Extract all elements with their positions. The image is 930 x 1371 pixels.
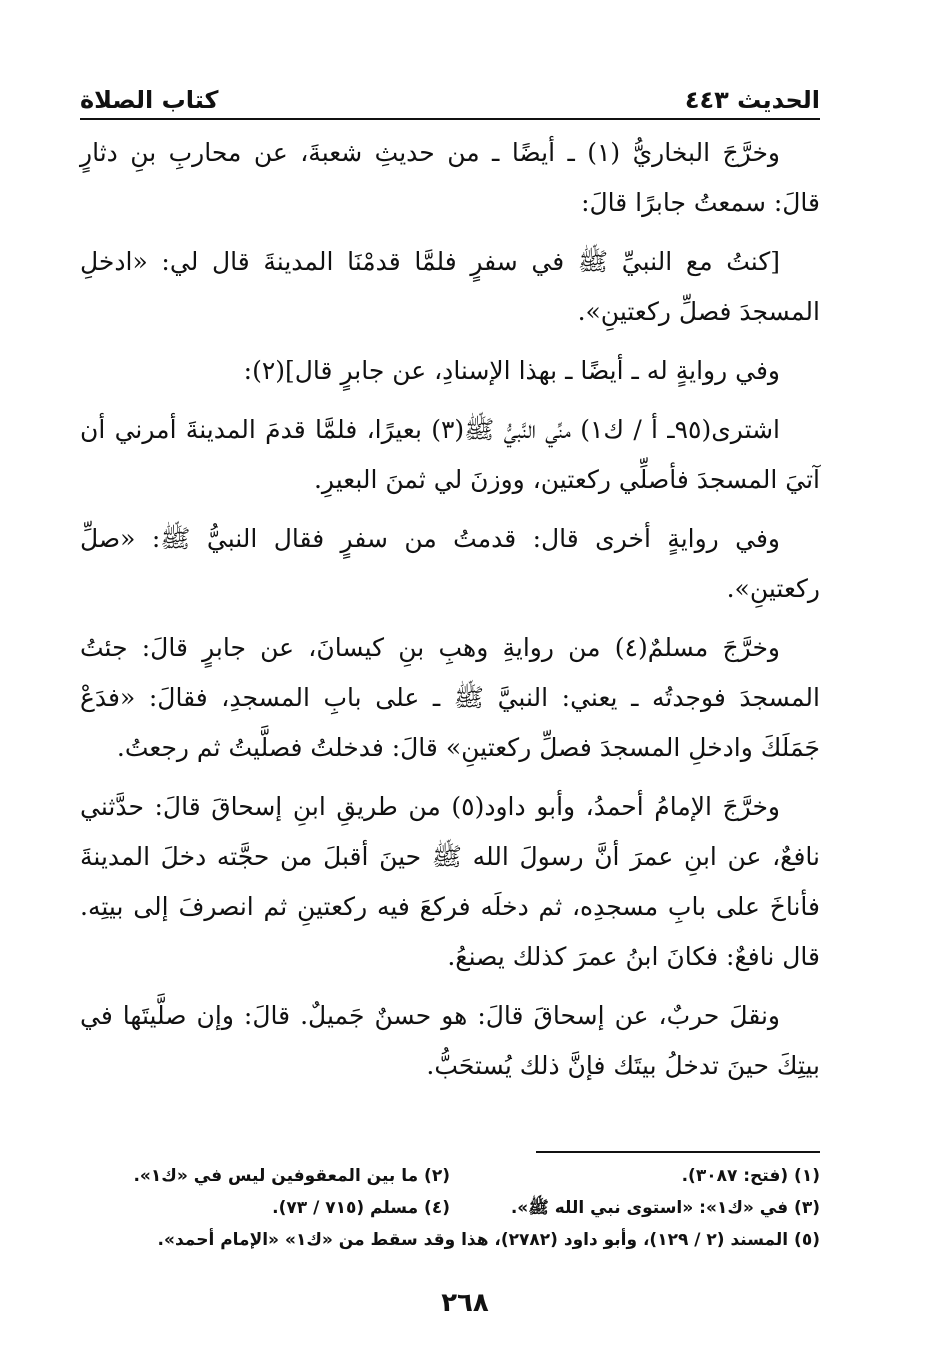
footnote-2: (٢) ما بين المعقوفين ليس في «ك١». — [133, 1166, 450, 1186]
footnote-5: (٥) المسند (٢ / ١٢٩)، وأبو داود (٢٧٨٢)، هذا وقد سقط من «ك١» «الإمام أحمد». — [157, 1230, 820, 1250]
footnote-1: (١) (فتح: ٣٠٨٧). — [681, 1166, 820, 1186]
paragraph: وخرَّجَ مسلمٌ(٤) من روايةِ وهبِ بنِ كيسانَ، عن جابرٍ قالَ: جئتُ المسجدَ فوجدتُه ـ يعني: النبيَّ ﷺ ـ على بابِ المسجدِ، فقالَ: «فدَعْ جَمَلَكَ وادخلِ المسجدَ فصلِّ ركعتينِ» قالَ: فدخلتُ فصلَّيتُ ثم رجعتُ. — [80, 633, 820, 762]
footnote-row — [80, 1192, 820, 1224]
paragraph: وفي روايةٍ له ـ أيضًا ـ بهذا الإسنادِ، عن جابرٍ قال](٢): — [243, 356, 780, 385]
paragraph: ونقلَ حربٌ، عن إسحاقَ قالَ: هو حسنٌ جَميلٌ. قالَ: وإن صلَّيتَها في بيتِكَ حينَ تدخلُ بيتَك فإنَّ ذلك يُستحَبُّ. — [80, 1001, 820, 1080]
running-header — [80, 74, 820, 114]
paragraph: وخرَّجَ الإمامُ أحمدُ، وأبو داود(٥) من طريقِ ابنِ إسحاقَ قالَ: حدَّثني نافعٌ، عن ابنِ عمرَ أنَّ رسولَ الله ﷺ حينَ أقبلَ من حجَّته دخلَ المدينةَ فأناخَ على بابِ مسجدِه، ثم دخلَه فركعَ فيه ركعتينِ ثم انصرفَ إلى بيتِه. قال نافعٌ: فكانَ ابنُ عمرَ كذلك يصنعُ. — [80, 792, 820, 971]
page-number: ٢٦٨ — [441, 1288, 489, 1318]
main-text — [80, 128, 820, 1100]
paragraph: وخرَّجَ البخاريُّ (١) ـ أيضًا ـ من حديثِ شعبةَ، عن محاربِ بنِ دثارٍ قالَ: سمعتُ جابرًا قالَ: — [80, 138, 820, 217]
footnote-row — [80, 1160, 820, 1192]
hadith-number: الحديث ٤٤٣ — [684, 86, 820, 114]
paragraph: اشترى(٩٥ـ أ / ك١) منِّي النَّبيُّ ﷺ(٣) بعيرًا، فلمَّا قدمَ المدينةَ أمرني أن آتيَ المسجدَ فأصلِّي ركعتين، ووزنَ لي ثمنَ البعيرِ. — [80, 415, 820, 494]
header-divider — [80, 118, 820, 120]
footnote-3: (٣) في «ك١»: «استوى نبي الله ﷺ». — [510, 1198, 820, 1218]
footnote-divider — [536, 1151, 820, 1153]
paragraph: وفي روايةٍ أخرى قال: قدمتُ من سفرٍ فقال النبيُّ ﷺ: «صلِّ ركعتينِ». — [80, 524, 820, 603]
footnotes — [80, 1160, 820, 1256]
book-title: كتاب الصلاة — [80, 86, 219, 114]
paragraph: [كنتُ مع النبيِّ ﷺ في سفرٍ فلمَّا قدمْنَا المدينةَ قال لي: «ادخلِ المسجدَ فصلِّ ركعتينِ». — [80, 247, 820, 326]
footnote-4: (٤) مسلم (٧١٥ / ٧٣). — [272, 1198, 450, 1218]
